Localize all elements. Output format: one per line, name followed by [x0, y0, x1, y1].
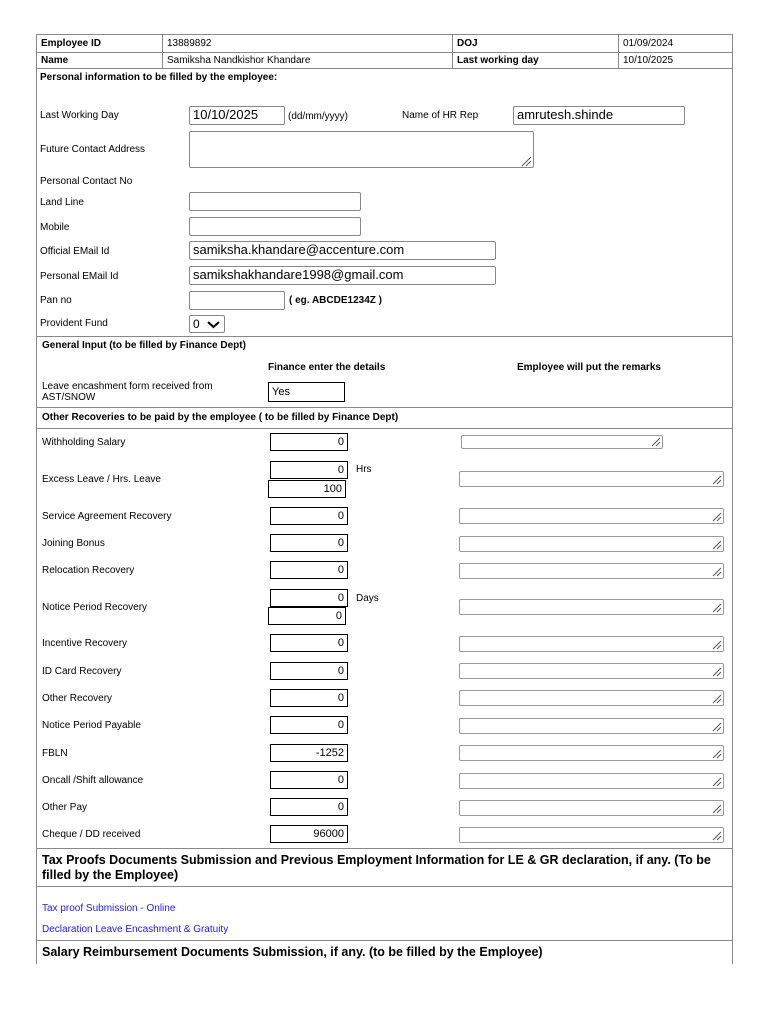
leave-hours-input[interactable]: 100 [268, 480, 346, 498]
tax-section-title: Tax Proofs Documents Submission and Previous Employment Information for LE & GR declaration, if any. (To be filled by the Employee) [42, 853, 711, 882]
remarks-textarea[interactable] [459, 718, 724, 734]
header-row-1 [37, 35, 732, 53]
recovery-amount-input[interactable]: 0 [270, 461, 348, 479]
employee-remarks-header: Employee will put the remarks [517, 362, 661, 373]
landline-label: Land Line [40, 197, 84, 208]
remarks-textarea[interactable] [459, 636, 724, 652]
recovery-label: Withholding Salary [42, 437, 126, 448]
remarks-textarea[interactable] [459, 745, 724, 761]
general-section-title: General Input (to be filled by Finance Dept) [42, 340, 246, 351]
recovery-amount-input[interactable]: -1252 [270, 744, 348, 762]
divider [36, 886, 733, 887]
remarks-textarea[interactable] [459, 599, 724, 615]
divider [36, 940, 733, 941]
resize-grip-icon [712, 667, 722, 677]
recovery-label: Joining Bonus [42, 538, 105, 549]
resize-grip-icon [712, 475, 722, 485]
hrs-unit-label: Hrs [356, 464, 372, 475]
salary-section-title: Salary Reimbursement Documents Submission, if any. (to be filled by the Employee) [42, 945, 543, 959]
leave-form-input[interactable]: Yes [268, 382, 345, 402]
recovery-label: Service Agreement Recovery [42, 511, 172, 522]
last-working-day-input[interactable]: 10/10/2025 [189, 106, 285, 125]
recovery-label: Notice Period Payable [42, 720, 141, 731]
tax-proof-link[interactable]: Tax proof Submission - Online [42, 903, 176, 914]
resize-grip-icon [712, 512, 722, 522]
resize-grip-icon [712, 831, 722, 841]
leave-form-label: Leave encashment form received from AST/SNOW [42, 381, 213, 403]
recovery-label: Cheque / DD received [42, 829, 141, 840]
divider [36, 336, 733, 337]
resize-grip-icon [712, 749, 722, 759]
recovery-amount-input[interactable]: 0 [270, 662, 348, 680]
official-email-input[interactable]: samiksha.khandare@accenture.com [189, 241, 496, 260]
pan-input[interactable] [189, 291, 285, 310]
resize-grip-icon [712, 722, 722, 732]
divider [36, 848, 733, 849]
recovery-amount-input[interactable]: 0 [270, 534, 348, 552]
recovery-amount-input[interactable]: 0 [270, 634, 348, 652]
resize-grip-icon [712, 640, 722, 650]
remarks-textarea[interactable] [459, 827, 724, 843]
doj-value: 01/09/2024 [623, 38, 674, 49]
last-working-day-header-value: 10/10/2025 [623, 55, 674, 66]
remarks-textarea[interactable] [459, 663, 724, 679]
personal-contact-label: Personal Contact No [40, 176, 133, 187]
provident-fund-label: Provident Fund [40, 318, 108, 329]
recovery-label: Excess Leave / Hrs. Leave [42, 474, 161, 485]
days-unit-label: Days [356, 593, 379, 604]
personal-email-label: Personal EMail Id [40, 271, 119, 282]
divider [36, 428, 733, 429]
declaration-link[interactable]: Declaration Leave Encashment & Gratuity [42, 924, 229, 935]
recovery-amount-input[interactable]: 96000 [270, 825, 348, 843]
recovery-amount-input[interactable]: 0 [270, 798, 348, 816]
remarks-textarea[interactable] [459, 471, 724, 487]
recovery-label: Other Pay [42, 802, 88, 813]
landline-input[interactable] [189, 192, 361, 211]
resize-grip-icon [712, 694, 722, 704]
provident-fund-select[interactable] [189, 315, 225, 333]
recovery-amount-input[interactable]: 0 [270, 589, 348, 607]
mobile-label: Mobile [40, 222, 70, 233]
name-label: Name [37, 52, 163, 69]
resize-grip-icon [712, 804, 722, 814]
remarks-textarea[interactable] [459, 563, 724, 579]
resize-grip-icon [712, 567, 722, 577]
provident-fund-value: 0 [193, 317, 200, 331]
name-value: Samiksha Nandkishor Khandare [163, 52, 453, 69]
recovery-label: Oncall /Shift allowance [42, 775, 144, 786]
remarks-textarea[interactable] [461, 435, 663, 449]
last-working-day-header-label: Last working day [453, 52, 619, 69]
pan-format-hint: ( eg. ABCDE1234Z ) [289, 295, 382, 306]
pan-label: Pan no [40, 295, 72, 306]
recovery-label: Incentive Recovery [42, 638, 128, 649]
date-format-hint: (dd/mm/yyyy) [288, 111, 348, 122]
chevron-down-icon [207, 320, 220, 329]
personal-section-title: Personal information to be filled by the employee: [40, 72, 278, 83]
mobile-input[interactable] [189, 217, 361, 236]
recovery-label: FBLN [42, 748, 68, 759]
official-email-label: Official EMail Id [40, 246, 110, 257]
remarks-textarea[interactable] [459, 690, 724, 706]
employee-header-table [36, 34, 733, 69]
recovery-amount-input[interactable]: 0 [270, 771, 348, 789]
recovery-label: ID Card Recovery [42, 666, 122, 677]
hr-rep-label: Name of HR Rep [402, 110, 479, 121]
recovery-amount-input[interactable]: 0 [270, 716, 348, 734]
header-row-2 [37, 52, 732, 69]
resize-grip-icon[interactable] [520, 155, 532, 167]
employee-id-value: 13889892 [163, 35, 453, 52]
remarks-textarea[interactable] [459, 800, 724, 816]
future-address-textarea[interactable] [189, 131, 534, 168]
finance-column-header: Finance enter the details [268, 362, 386, 373]
resize-grip-icon [712, 540, 722, 550]
recovery-label: Relocation Recovery [42, 565, 135, 576]
recovery-label: Other Recovery [42, 693, 113, 704]
last-working-day-label: Last Working Day [40, 110, 119, 121]
resize-grip-icon [651, 437, 661, 447]
future-address-label: Future Contact Address [40, 144, 146, 155]
recovery-amount-input[interactable]: 0 [270, 433, 348, 451]
recoveries-section-title: Other Recoveries to be paid by the employee ( to be filled by Finance Dept) [42, 412, 399, 423]
recovery-amount-input[interactable]: 0 [270, 507, 348, 525]
remarks-textarea[interactable] [459, 536, 724, 552]
doj-label: DOJ [453, 35, 619, 52]
recovery-label: Notice Period Recovery [42, 602, 148, 613]
recovery-amount-input[interactable]: 0 [270, 689, 348, 707]
divider [36, 407, 733, 408]
hr-rep-input[interactable]: amrutesh.shinde [513, 106, 685, 125]
personal-email-input[interactable]: samikshakhandare1998@gmail.com [189, 266, 496, 285]
remarks-textarea[interactable] [459, 773, 724, 789]
notice-days-input[interactable]: 0 [268, 607, 346, 625]
employee-id-label: Employee ID [37, 35, 163, 52]
resize-grip-icon [712, 603, 722, 613]
recovery-amount-input[interactable]: 0 [270, 561, 348, 579]
remarks-textarea[interactable] [459, 508, 724, 524]
resize-grip-icon [712, 777, 722, 787]
